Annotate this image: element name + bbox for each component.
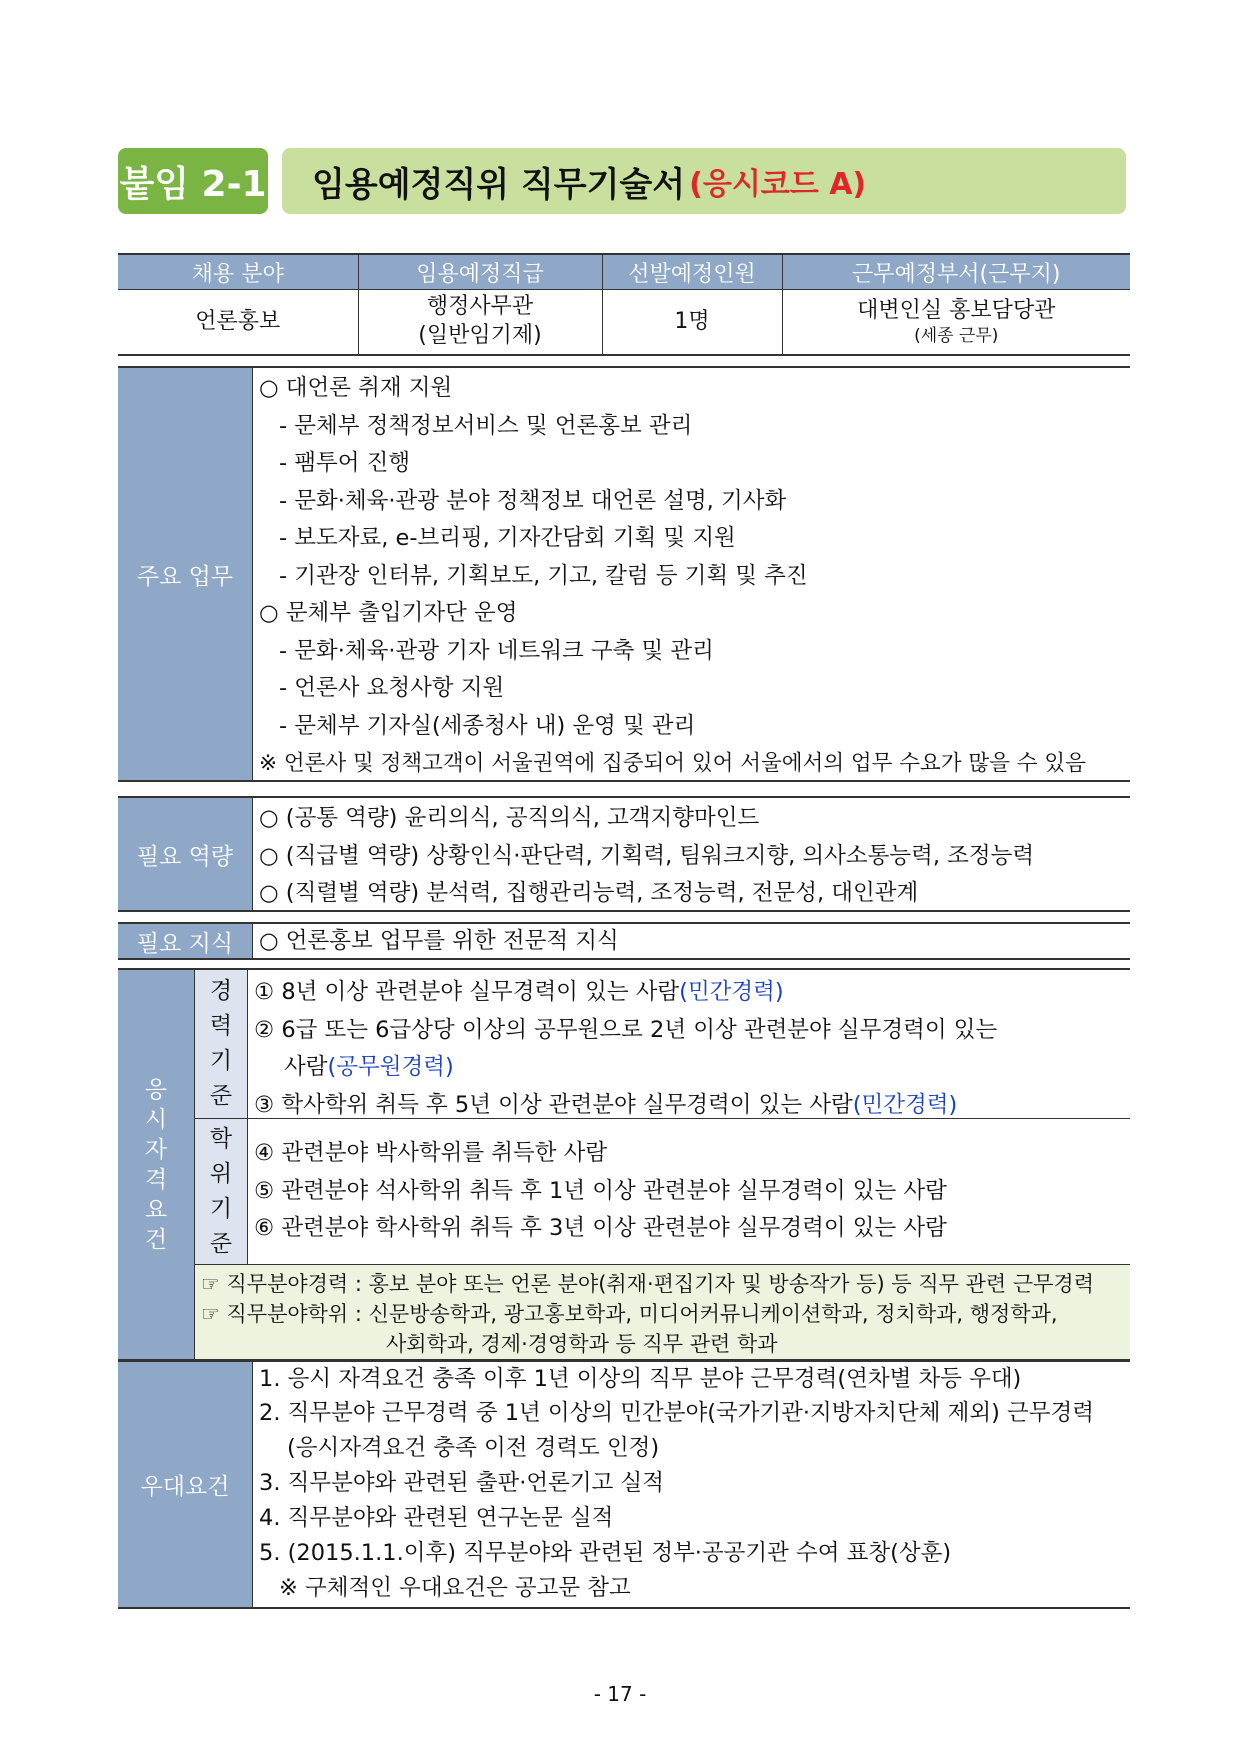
degree-body (248, 1119, 1130, 1264)
career-item (254, 974, 1130, 1012)
qualification-label-char: 건 (144, 1226, 168, 1253)
career-type: (공무원경력) (327, 1054, 454, 1080)
note-line: 사회학과, 경제·경영학과 등 직무 관련 학과 (386, 1332, 778, 1356)
competency-line: ○ (직렬별 역량) 분석력, 집행관리능력, 조정능력, 전문성, 대인관계 (259, 880, 919, 906)
qualification-label-char: 시 (144, 1106, 168, 1133)
degree-block (195, 1119, 1130, 1265)
column-header: 채용 분야 (118, 254, 358, 290)
competency-body (252, 798, 1130, 910)
degree-item: ⑥ 관련분야 학사학위 취득 후 3년 이상 관련분야 실무경력이 있는 사람 (254, 1215, 947, 1241)
dept-cell (782, 290, 1130, 356)
career-text: ② 6급 또는 6급상당 이상의 공무원으로 2년 이상 관련분야 실무경력이 있는 (254, 1016, 998, 1043)
preference-body (252, 1362, 1130, 1607)
column-header: 임용예정직급 (358, 254, 602, 290)
career-body (248, 970, 1130, 1118)
duty-line: - 문화·체육·관광 분야 정책정보 대언론 설명, 기사화 (279, 487, 787, 514)
duties-label: 주요 업무 (118, 368, 252, 780)
career-item (254, 1012, 1130, 1050)
duty-line: - 보도자료, e-브리핑, 기자간담회 기획 및 지원 (279, 525, 736, 551)
page-number: - 17 - (593, 1682, 647, 1706)
preference-note: ※ 구체적인 우대요건은 공고문 참고 (279, 1575, 631, 1601)
career-type: (민간경력) (679, 979, 784, 1005)
duty-line: ○ 대언론 취재 지원 (259, 375, 453, 401)
preference-line: 4. 직무분야와 관련된 연구논문 실적 (259, 1505, 614, 1531)
career-text: ① 8년 이상 관련분야 실무경력이 있는 사람 (254, 979, 680, 1005)
competency-label: 필요 역량 (118, 798, 252, 910)
degree-label-char: 위 (209, 1160, 233, 1187)
career-text: ③ 학사학위 취득 후 5년 이상 관련분야 실무경력이 있는 사람 (254, 1091, 853, 1118)
qualification-label-char: 요 (144, 1196, 168, 1223)
qualification-notes (195, 1265, 1130, 1359)
summary-table (118, 253, 1130, 356)
career-type: (민간경력) (852, 1091, 958, 1118)
column-header: 선발예정인원 (602, 254, 782, 290)
dept-line: 대변인실 홍보담당관 (857, 297, 1056, 323)
duty-line: - 문체부 기자실(세종청사 내) 운영 및 관리 (279, 712, 696, 739)
field-cell: 언론홍보 (118, 290, 358, 356)
career-item (254, 1049, 1130, 1087)
duties-body (252, 368, 1130, 780)
duty-line: - 기관장 인터뷰, 기획보도, 기고, 칼럼 등 기획 및 추진 (279, 562, 808, 589)
duties-section (118, 366, 1130, 782)
preference-line: 2. 직무분야 근무경력 중 1년 이상의 민간분야(국가기관·지방자치단체 제외) 근무경력 (259, 1400, 1094, 1426)
preference-line: 5. (2015.1.1.이후) 직무분야와 관련된 정부·공공기관 수여 표창(상훈) (259, 1540, 952, 1566)
exam-code: (응시코드 A) (689, 167, 867, 202)
qualification-body (194, 970, 1130, 1359)
duty-line: - 팸투어 진행 (279, 450, 411, 476)
preference-label: 우대요건 (118, 1362, 252, 1607)
career-block (195, 970, 1130, 1119)
career-label-char: 준 (209, 1083, 233, 1109)
duty-line: - 문체부 정책정보서비스 및 언론홍보 관리 (279, 412, 693, 439)
duty-line: ○ 문체부 출입기자단 운영 (259, 600, 518, 626)
preference-line: (응시자격요건 충족 이전 경력도 인정) (287, 1435, 660, 1461)
preference-section (118, 1361, 1130, 1609)
degree-label-char: 학 (209, 1125, 233, 1152)
qualification-label-char: 응 (144, 1076, 168, 1103)
attachment-tag: 붙임 2-1 (118, 148, 268, 214)
career-text: 사람 (284, 1054, 328, 1080)
career-label-char: 기 (209, 1048, 233, 1074)
grade-line: (일반임기제) (418, 323, 542, 348)
duty-line: - 문화·체육·관광 기자 네트워크 구축 및 관리 (279, 637, 714, 664)
preference-line: 1. 응시 자격요건 충족 이후 1년 이상의 직무 분야 근무경력(연차별 차등 우대) (259, 1366, 1022, 1392)
column-header: 근무예정부서(근무지) (782, 254, 1130, 290)
note-line: ☞ 직무분야경력 : 홍보 분야 또는 언론 분야(취재·편집기자 및 방송작가 등) 등 직무 관련 근무경력 (201, 1272, 1094, 1296)
career-label (195, 970, 248, 1118)
count-cell: 1명 (602, 290, 782, 356)
qualification-label-char: 격 (144, 1166, 168, 1193)
degree-label (195, 1119, 248, 1264)
duty-line: - 언론사 요청사항 지원 (279, 675, 505, 701)
qualification-label-char: 자 (144, 1136, 168, 1163)
career-label-char: 력 (209, 1013, 233, 1039)
qualification-label (118, 970, 194, 1359)
grade-cell (358, 290, 602, 356)
qualification-section (118, 968, 1130, 1361)
competency-section (118, 796, 1130, 912)
degree-item: ④ 관련분야 박사학위를 취득한 사람 (254, 1140, 608, 1166)
degree-item: ⑤ 관련분야 석사학위 취득 후 1년 이상 관련분야 실무경력이 있는 사람 (254, 1177, 947, 1204)
degree-label-char: 준 (209, 1230, 233, 1257)
knowledge-label: 필요 지식 (118, 924, 252, 958)
knowledge-section (118, 922, 1130, 960)
competency-line: ○ (직급별 역량) 상황인식·판단력, 기획력, 팀워크지향, 의사소통능력, 조정능력 (259, 842, 1035, 869)
competency-line: ○ (공통 역량) 윤리의식, 공직의식, 고객지향마인드 (259, 805, 760, 831)
knowledge-line: ○ 언론홍보 업무를 위한 전문적 지식 (259, 928, 619, 954)
preference-line: 3. 직무분야와 관련된 출판·언론기고 실적 (259, 1470, 664, 1496)
knowledge-body (252, 924, 1130, 958)
page-title: 임용예정직위 직무기술서 (312, 164, 686, 205)
career-label-char: 경 (209, 978, 233, 1004)
degree-label-char: 기 (209, 1195, 233, 1222)
grade-line: 행정사무관 (426, 294, 534, 320)
title-bar (282, 148, 1126, 214)
duty-note: ※ 언론사 및 정책고객이 서울권역에 집중되어 있어 서울에서의 업무 수요가 많을 수 있음 (259, 751, 1086, 776)
note-line: ☞ 직무분야학위 : 신문방송학과, 광고홍보학과, 미디어커뮤니케이션학과, 정치학과, 행정학과, (201, 1302, 1058, 1326)
dept-location: (세종 근무) (914, 326, 999, 347)
